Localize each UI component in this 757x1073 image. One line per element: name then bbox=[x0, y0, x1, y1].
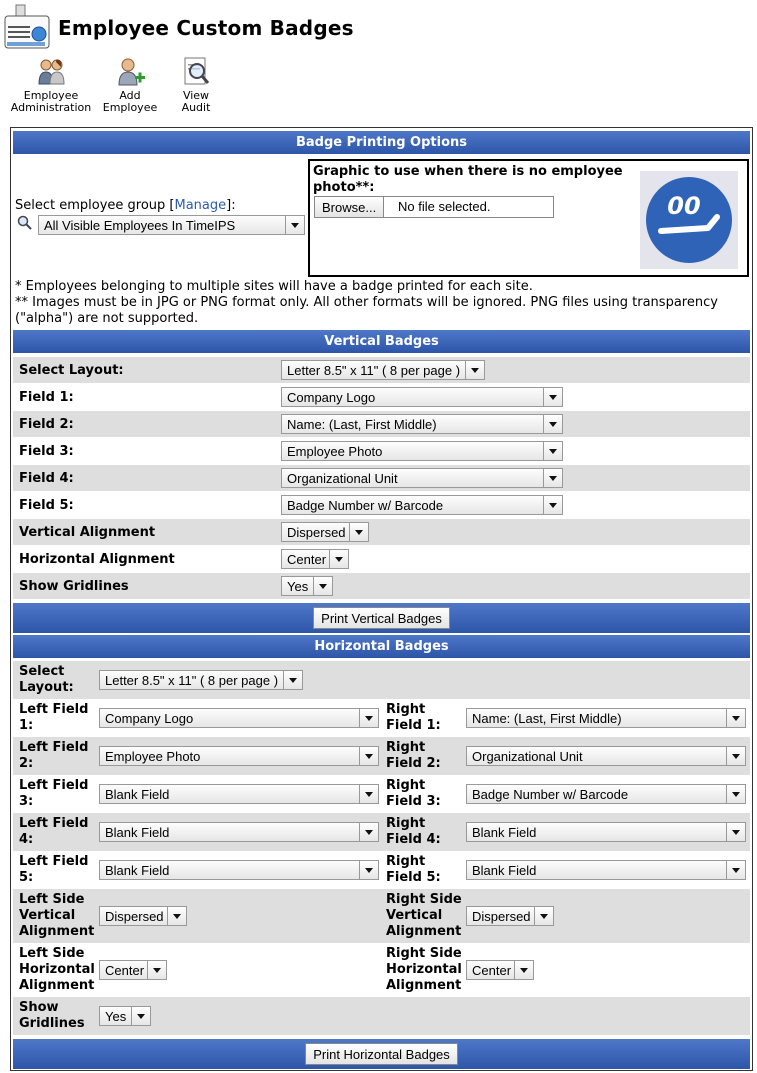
chevron-down-icon bbox=[359, 861, 378, 879]
horizontal-badges-header: Horizontal Badges bbox=[13, 635, 750, 658]
field-label bbox=[19, 1000, 85, 1032]
select-value: Yes bbox=[105, 1009, 127, 1024]
vertical-layout-row bbox=[13, 357, 750, 383]
label-line: Field 1: bbox=[386, 718, 441, 733]
field-label: Vertical Alignment bbox=[19, 525, 156, 540]
chevron-down-icon bbox=[359, 747, 378, 765]
chevron-down-icon bbox=[726, 709, 745, 727]
chevron-down-icon bbox=[514, 961, 533, 979]
label-line: 2: bbox=[19, 756, 34, 771]
field-label: Field 1: bbox=[19, 390, 74, 405]
label-line: Field 2: bbox=[386, 756, 441, 771]
group-label-end: ]: bbox=[226, 198, 236, 213]
horizontal-alignment-select[interactable] bbox=[281, 549, 349, 569]
label-line: Alignment bbox=[19, 924, 95, 939]
toolbar-label: Audit bbox=[181, 101, 211, 114]
label-line: Right bbox=[386, 854, 426, 869]
label-line: Right bbox=[386, 778, 426, 793]
left-field-3-select[interactable] bbox=[99, 784, 379, 804]
field-label: Field 2: bbox=[19, 417, 74, 432]
graphic-label: Graphic to use when there is no employee photo**: bbox=[313, 164, 623, 195]
right-field-2-select[interactable] bbox=[466, 746, 746, 766]
select-value: Blank Field bbox=[472, 863, 537, 878]
file-input[interactable] bbox=[314, 196, 554, 218]
label-line: Left Side bbox=[19, 946, 85, 961]
field-label: Field 5: bbox=[19, 498, 74, 513]
horizontal-gridlines-select[interactable] bbox=[99, 1006, 151, 1026]
field-label bbox=[386, 854, 441, 886]
field-label bbox=[19, 854, 88, 886]
chevron-down-icon bbox=[313, 577, 332, 595]
label-line: Right bbox=[386, 816, 426, 831]
vertical-field-3-row bbox=[13, 438, 750, 464]
label-line: Alignment bbox=[386, 924, 462, 939]
left-field-1-select[interactable] bbox=[99, 708, 379, 728]
select-value: Blank Field bbox=[105, 825, 170, 840]
toolbar-label: Employee bbox=[23, 89, 79, 102]
right-field-1-select[interactable] bbox=[466, 708, 746, 728]
label-line: Right bbox=[386, 702, 426, 717]
select-value: Employee Photo bbox=[287, 444, 383, 459]
browse-button[interactable]: Browse... bbox=[314, 196, 384, 218]
label-line: Field 5: bbox=[386, 870, 441, 885]
employee-group-label bbox=[15, 198, 236, 214]
chevron-down-icon bbox=[359, 785, 378, 803]
select-value: Center bbox=[105, 963, 145, 978]
label-line: Field 4: bbox=[386, 832, 441, 847]
vertical-print-bar bbox=[13, 603, 750, 633]
label-line: Horizontal bbox=[386, 962, 462, 977]
field-label bbox=[386, 778, 441, 810]
horizontal-field-3-row bbox=[13, 775, 750, 813]
toolbar-label: View bbox=[182, 89, 210, 102]
horizontal-field-2-row bbox=[13, 737, 750, 775]
label-line: 1: bbox=[19, 718, 34, 733]
label-line: 5: bbox=[19, 870, 34, 885]
chevron-down-icon bbox=[349, 523, 368, 541]
select-value: Center bbox=[472, 963, 512, 978]
toolbar-label: Employee bbox=[102, 101, 158, 114]
horizontal-field-4-row bbox=[13, 813, 750, 851]
field-label: Field 4: bbox=[19, 471, 74, 486]
vertical-field-5-select[interactable] bbox=[281, 495, 563, 515]
chevron-down-icon bbox=[726, 861, 745, 879]
field-label bbox=[386, 892, 462, 940]
select-value: Blank Field bbox=[472, 825, 537, 840]
label-line: Alignment bbox=[19, 978, 95, 993]
print-vertical-badges-button[interactable]: Print Vertical Badges bbox=[313, 607, 450, 629]
search-icon[interactable] bbox=[17, 215, 33, 231]
group-label-text: Select employee group [ bbox=[15, 198, 175, 213]
chevron-down-icon bbox=[465, 361, 484, 379]
side-horizontal-alignment-row bbox=[13, 943, 750, 997]
select-value: Name: (Last, First Middle) bbox=[287, 417, 437, 432]
select-value: Dispersed bbox=[472, 909, 531, 924]
vertical-field-4-row bbox=[13, 465, 750, 491]
employee-administration-button[interactable] bbox=[9, 56, 93, 114]
vertical-field-5-row bbox=[13, 492, 750, 518]
label-line: Left Side bbox=[19, 892, 85, 907]
chevron-down-icon bbox=[543, 415, 562, 433]
label-line: Vertical bbox=[386, 908, 443, 923]
label-line: Left Field bbox=[19, 778, 89, 793]
left-field-5-select[interactable] bbox=[99, 860, 379, 880]
chevron-down-icon bbox=[147, 961, 166, 979]
chevron-down-icon bbox=[534, 907, 553, 925]
field-label bbox=[19, 778, 88, 810]
field-label bbox=[19, 664, 74, 696]
field-label bbox=[19, 946, 95, 994]
label-line: Horizontal bbox=[19, 962, 95, 977]
select-value: Dispersed bbox=[105, 909, 164, 924]
vertical-alignment-select[interactable] bbox=[281, 522, 369, 542]
select-value: Company Logo bbox=[287, 390, 376, 405]
vertical-field-1-row bbox=[13, 384, 750, 410]
employee-group-value: All Visible Employees In TimeIPS bbox=[44, 218, 236, 233]
label-line: Left Field bbox=[19, 854, 89, 869]
vertical-layout-select[interactable] bbox=[281, 360, 485, 380]
field-label: Show Gridlines bbox=[19, 579, 129, 594]
label-line: Left Field bbox=[19, 816, 89, 831]
label-line: Right Side bbox=[386, 946, 462, 961]
field-label bbox=[19, 740, 88, 772]
chevron-down-icon bbox=[726, 823, 745, 841]
right-field-5-select[interactable] bbox=[466, 860, 746, 880]
label-line: Vertical bbox=[19, 908, 76, 923]
chevron-down-icon bbox=[543, 442, 562, 460]
label-line: Layout: bbox=[19, 680, 74, 695]
select-value: Organizational Unit bbox=[287, 471, 398, 486]
employees-icon bbox=[34, 56, 68, 88]
company-logo-image bbox=[640, 171, 738, 269]
left-field-4-select[interactable] bbox=[99, 822, 379, 842]
page-title: Employee Custom Badges bbox=[58, 16, 354, 40]
field-label bbox=[386, 946, 462, 994]
badge-printer-icon bbox=[4, 4, 50, 50]
horizontal-field-5-row bbox=[13, 851, 750, 889]
label-line: Select bbox=[19, 664, 65, 679]
select-value: Company Logo bbox=[105, 711, 194, 726]
field-label bbox=[19, 702, 88, 734]
side-vertical-alignment-row bbox=[13, 889, 750, 943]
toolbar-label: Administration bbox=[10, 101, 92, 114]
chevron-down-icon bbox=[726, 785, 745, 803]
label-line: Show bbox=[19, 1000, 59, 1015]
toolbar-label: Add bbox=[119, 89, 141, 102]
note-image-formats: ** Images must be in JPG or PNG format only. All other formats will be ignored. PNG files using transparency ("alpha") are not supported. bbox=[15, 295, 718, 326]
horizontal-layout-row bbox=[13, 661, 750, 699]
chevron-down-icon bbox=[283, 671, 302, 689]
chevron-down-icon bbox=[543, 388, 562, 406]
horizontal-gridlines-row bbox=[13, 997, 750, 1035]
field-label bbox=[386, 740, 441, 772]
select-value: Name: (Last, First Middle) bbox=[472, 711, 622, 726]
select-value: Organizational Unit bbox=[472, 749, 583, 764]
select-value: Yes bbox=[287, 579, 309, 594]
page-header bbox=[4, 4, 744, 50]
graphic-upload-box bbox=[308, 159, 749, 277]
label-line: Right bbox=[386, 740, 426, 755]
label-line: Gridlines bbox=[19, 1016, 85, 1031]
chevron-down-icon bbox=[359, 823, 378, 841]
select-value: Center bbox=[287, 552, 327, 567]
field-label bbox=[386, 816, 441, 848]
chevron-down-icon bbox=[329, 550, 348, 568]
vertical-field-2-select[interactable] bbox=[281, 414, 563, 434]
label-line: Left Field bbox=[19, 702, 89, 717]
field-label: Horizontal Alignment bbox=[19, 552, 175, 567]
horizontal-print-bar bbox=[13, 1039, 750, 1069]
left-vertical-alignment-select[interactable] bbox=[99, 906, 187, 926]
left-horizontal-alignment-select[interactable] bbox=[99, 960, 167, 980]
select-value: Dispersed bbox=[287, 525, 346, 540]
select-value: Letter 8.5" x 11" ( 8 per page ) bbox=[105, 673, 279, 688]
select-value: Blank Field bbox=[105, 863, 170, 878]
vertical-field-1-select[interactable] bbox=[281, 387, 563, 407]
chevron-down-icon bbox=[543, 469, 562, 487]
select-value: Letter 8.5" x 11" ( 8 per page ) bbox=[287, 363, 461, 378]
chevron-down-icon bbox=[131, 1007, 150, 1025]
vertical-badges-header: Vertical Badges bbox=[13, 330, 750, 353]
chevron-down-icon bbox=[726, 747, 745, 765]
horizontal-layout-select[interactable] bbox=[99, 670, 303, 690]
field-label: Field 3: bbox=[19, 444, 74, 459]
label-line: Left Field bbox=[19, 740, 89, 755]
chevron-down-icon bbox=[543, 496, 562, 514]
field-label: Select Layout: bbox=[19, 363, 124, 378]
vertical-gridlines-row bbox=[13, 573, 750, 599]
chevron-down-icon bbox=[285, 216, 304, 234]
print-horizontal-badges-button[interactable]: Print Horizontal Badges bbox=[305, 1043, 458, 1065]
select-value: Badge Number w/ Barcode bbox=[287, 498, 444, 513]
note-multiple-sites: * Employees belonging to multiple sites will have a badge printed for each site. bbox=[15, 279, 533, 294]
vertical-field-4-select[interactable] bbox=[281, 468, 563, 488]
select-value: Employee Photo bbox=[105, 749, 201, 764]
vertical-field-2-row bbox=[13, 411, 750, 437]
label-line: Alignment bbox=[386, 978, 462, 993]
field-label bbox=[19, 816, 88, 848]
manage-link[interactable]: Manage bbox=[174, 198, 227, 213]
horizontal-field-1-row bbox=[13, 699, 750, 737]
field-label bbox=[386, 702, 441, 734]
badge-printing-options-header: Badge Printing Options bbox=[13, 131, 750, 154]
horizontal-alignment-row bbox=[13, 546, 750, 572]
add-user-icon bbox=[113, 56, 147, 88]
view-audit-button[interactable] bbox=[170, 56, 222, 114]
chevron-down-icon bbox=[167, 907, 186, 925]
vertical-gridlines-select[interactable] bbox=[281, 576, 333, 596]
label-line: Right Side bbox=[386, 892, 462, 907]
select-value: Blank Field bbox=[105, 787, 170, 802]
audit-magnifier-icon bbox=[179, 56, 213, 88]
employee-group-select[interactable] bbox=[38, 215, 305, 235]
right-field-3-select[interactable] bbox=[466, 784, 746, 804]
svg-text:00: 00 bbox=[667, 192, 701, 220]
chevron-down-icon bbox=[359, 709, 378, 727]
field-label bbox=[19, 892, 94, 940]
vertical-field-3-select[interactable] bbox=[281, 441, 563, 461]
select-value: Badge Number w/ Barcode bbox=[472, 787, 629, 802]
file-status: No file selected. bbox=[398, 199, 491, 214]
label-line: Field 3: bbox=[386, 794, 441, 809]
label-line: 4: bbox=[19, 832, 34, 847]
right-vertical-alignment-select[interactable] bbox=[466, 906, 554, 926]
right-horizontal-alignment-select[interactable] bbox=[466, 960, 534, 980]
right-field-4-select[interactable] bbox=[466, 822, 746, 842]
left-field-2-select[interactable] bbox=[99, 746, 379, 766]
badge-options-panel bbox=[10, 127, 753, 1071]
add-employee-button[interactable] bbox=[102, 56, 158, 114]
vertical-alignment-row bbox=[13, 519, 750, 545]
label-line: 3: bbox=[19, 794, 34, 809]
